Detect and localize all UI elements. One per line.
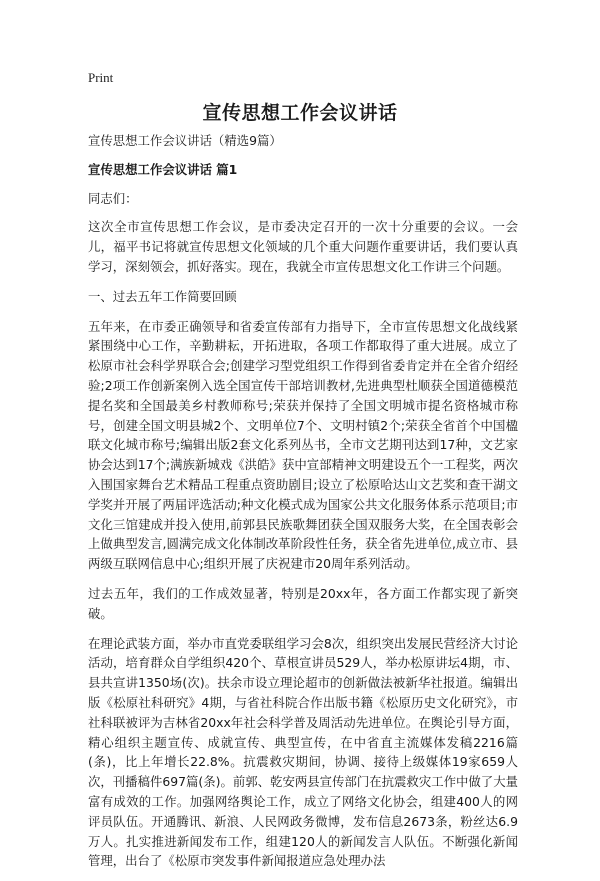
document-subtitle: 宣传思想工作会议讲话（精选9篇）: [88, 133, 282, 148]
greeting: 同志们：: [88, 190, 138, 206]
paragraph-theory: 在理论武装方面，举办市直党委联组学习会8次，组织突出发展民营经济大讨论活动，培育群众自学组织420个、草根宣讲员529人，举办松原讲坛4期，市、县共宣讲1350场(次)。扶余市设立理论超市的创新做法被新华社报道。编辑出版《松原社科研究》4期，与省社科院合作出版书籍《松原历史文化研究》，市社科联被评为吉林省20xx年社会科学普及周活动先进单位。在舆论引导方面，精心组织主题宣传、成就宣传、典型宣传，在中省直主流媒体发稿2216篇(条)，比上年增长22.8%。抗震救灾期间，协调、接待上级媒体19家659人次，刊播稿件697篇(条)。前郭、乾安两县宣传部门在抗震救灾工作中做了大量富有成效的工作。加强网络舆论工作，成立了网络文化协会，组建400人的网评员队伍。开通腾讯、新浪、人民网政务微博，发布信息2673条，粉丝达6.9万人。扎实推进新闻发布工作，组建120人的新闻发言人队伍。不断强化新闻管理，出台了《松原市突发事件新闻报道应急处理办法: [88, 635, 518, 869]
paragraph-intro: 这次全市宣传思想工作会议，是市委决定召开的一次十分重要的会议。一会儿，福平书记将就宣传思想文化领域的几个重大问题作重要讲话，我们要认真学习，深刻领会，抓好落实。现在，我就全市宣传思想文化工作讲三个问题。: [88, 219, 518, 274]
document-body: [88, 131, 518, 881]
section-heading: 宣传思想工作会议讲话 篇1: [88, 161, 238, 177]
section-heading-review: 一、过去五年工作简要回顾: [88, 288, 237, 304]
paragraph-five-years: 五年来，在市委正确领导和省委宣传部有力指导下，全市宣传思想文化战线紧紧围绕中心工作，辛勤耕耘，开拓进取，各项工作都取得了重大进展。成立了松原市社会科学界联合会;创建学习型党组织工作得到省委肯定并在全省介绍经验;2项工作创新案例入选全国宣传干部培训教材,先进典型杜顺获全国道德模范提名奖和全国最美乡村教师称号;荣获并保持了全国文明城市提名资格城市称号，创建全国文明县城2个、文明单位7个、文明村镇2个;荣获全省首个中国楹联文化城市称号;编辑出版2套文化系列丛书，全市文艺期刊达到17种，文艺家协会达到17个;满族新城戏《洪皓》获中宣部精神文明建设五个一工程奖，两次入围国家舞台艺术精品工程重点资助剧目;设立了松原哈达山文艺奖和查干湖文学奖并开展了两届评选活动;种文化模式成为国家公共文化服务体系示范项目;市文化三馆建成并投入使用,前郭县民族歌舞团获全国双服务大奖，在全国表彰会上做典型发言,圆满完成文化体制改革阶段性任务，获全省先进单位,成立市、县两级互联网信息中心;组织开展了庆祝建市20周年系列活动。: [88, 318, 518, 572]
print-link[interactable]: Print: [88, 70, 114, 85]
paragraph-achievements: 过去五年，我们的工作成效显著，特别是20xx年，各方面工作都实现了新突破。: [88, 585, 518, 621]
document-title: 宣传思想工作会议讲话: [202, 102, 398, 124]
